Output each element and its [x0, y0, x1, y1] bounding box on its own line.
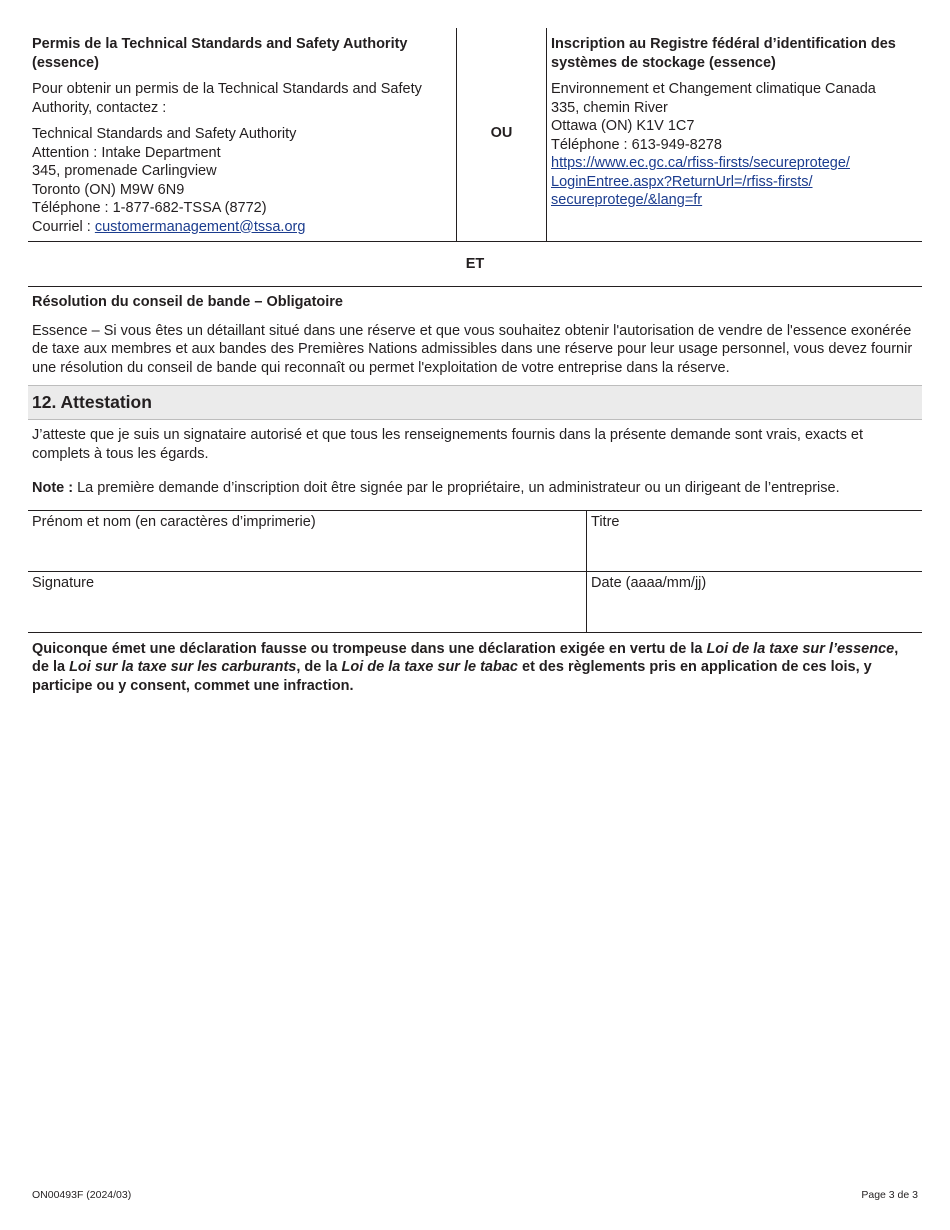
address-line: 345, promenade Carlingview — [32, 163, 217, 179]
address-line: Technical Standards and Safety Authority — [32, 126, 297, 142]
federal-title: Inscription au Registre fédéral d’identification des systèmes de stockage (essence) — [551, 36, 896, 71]
attestation-text: J’atteste que je suis un signataire autorisé et que tous les renseignements fournis dans la présente demande sont vrais, exacts et complets à tous les égards. — [32, 427, 864, 462]
form-id: ON00493F (2024/03) — [32, 1189, 132, 1201]
email-label: Courriel : — [32, 218, 95, 235]
email-line — [32, 218, 452, 237]
form-page — [28, 28, 922, 695]
registry-link-line[interactable]: https://www.ec.gc.ca/rfiss-firsts/secureprotege/ — [551, 155, 850, 171]
attestation-heading: 12. Attestation — [28, 385, 922, 420]
federal-address — [551, 80, 918, 210]
offence-warning — [28, 633, 922, 696]
tssa-permit-cell — [28, 28, 457, 241]
band-council-title: Résolution du conseil de bande – Obligatoire — [32, 294, 343, 310]
address-line: Attention : Intake Department — [32, 144, 221, 161]
federal-registry-cell — [547, 28, 922, 241]
signature-row — [28, 511, 922, 572]
registry-link[interactable] — [551, 154, 918, 210]
address-line: 335, chemin River — [551, 99, 668, 116]
warning-text: , de la — [32, 640, 899, 675]
signature-field-label: Signature — [32, 574, 95, 591]
tssa-address — [32, 125, 452, 236]
warning-text: Quiconque émet une déclaration fausse ou trompeuse dans une déclaration exigée en vertu de la — [32, 640, 707, 657]
address-line: Toronto (ON) M9W 6N9 — [32, 181, 185, 198]
date-field[interactable] — [587, 572, 922, 632]
registry-link-line[interactable]: secureprotege/&lang=fr — [551, 192, 703, 208]
signature-table — [28, 510, 922, 633]
warning-text: , de la — [296, 659, 342, 675]
date-field-label: Date (aaaa/mm/jj) — [591, 574, 707, 591]
or-separator: OU — [457, 28, 547, 241]
note-label: Note : — [32, 480, 74, 496]
signature-row — [28, 572, 922, 633]
name-field[interactable] — [28, 511, 587, 571]
address-line: Environnement et Changement climatique Canada — [551, 81, 876, 97]
permits-table — [28, 28, 922, 242]
band-council-text: Essence – Si vous êtes un détaillant situé dans une réserve et que vous souhaitez obtenir l'autorisation de vendre de l'essence exonérée de taxe aux membres et aux bandes des Premières Nations admissibles dans une réserve pour leur usage personnel, vous devez fournir une résolution du conseil de bande qui reconnaît ou permet l'exploitation de votre entreprise dans la réserve. — [32, 322, 913, 376]
address-line: Téléphone : 1-877-682-TSSA (8772) — [32, 200, 267, 216]
address-line: Ottawa (ON) K1V 1C7 — [551, 118, 695, 134]
tssa-intro: Pour obtenir un permis de la Technical Standards and Safety Authority, contactez : — [32, 81, 422, 116]
title-field-label: Titre — [591, 513, 620, 530]
title-field[interactable] — [587, 511, 922, 571]
warning-text: et des règlements pris en application de ces lois, y participe ou y consent, commet une infraction. — [32, 659, 872, 694]
law-name: Loi de la taxe sur le tabac — [341, 659, 518, 675]
name-field-label: Prénom et nom (en caractères d’imprimerie) — [32, 513, 316, 530]
and-separator: ET — [28, 242, 922, 287]
tssa-email-link[interactable]: customermanagement@tssa.org — [94, 218, 306, 235]
attestation-note — [28, 463, 922, 498]
page-number: Page 3 de 3 — [861, 1189, 918, 1201]
tssa-title: Permis de la Technical Standards and Safety Authority (essence) — [32, 36, 408, 71]
law-name: Loi de la taxe sur l’essence — [706, 640, 895, 657]
registry-link-line[interactable]: LoginEntree.aspx?ReturnUrl=/rfiss-firsts/ — [551, 173, 813, 190]
address-line: Téléphone : 613-949-8278 — [551, 136, 722, 153]
law-name: Loi sur la taxe sur les carburants — [69, 659, 297, 675]
signature-field[interactable] — [28, 572, 587, 632]
note-text: La première demande d’inscription doit être signée par le propriétaire, un administrateur ou un dirigeant de l’entreprise. — [73, 480, 840, 496]
